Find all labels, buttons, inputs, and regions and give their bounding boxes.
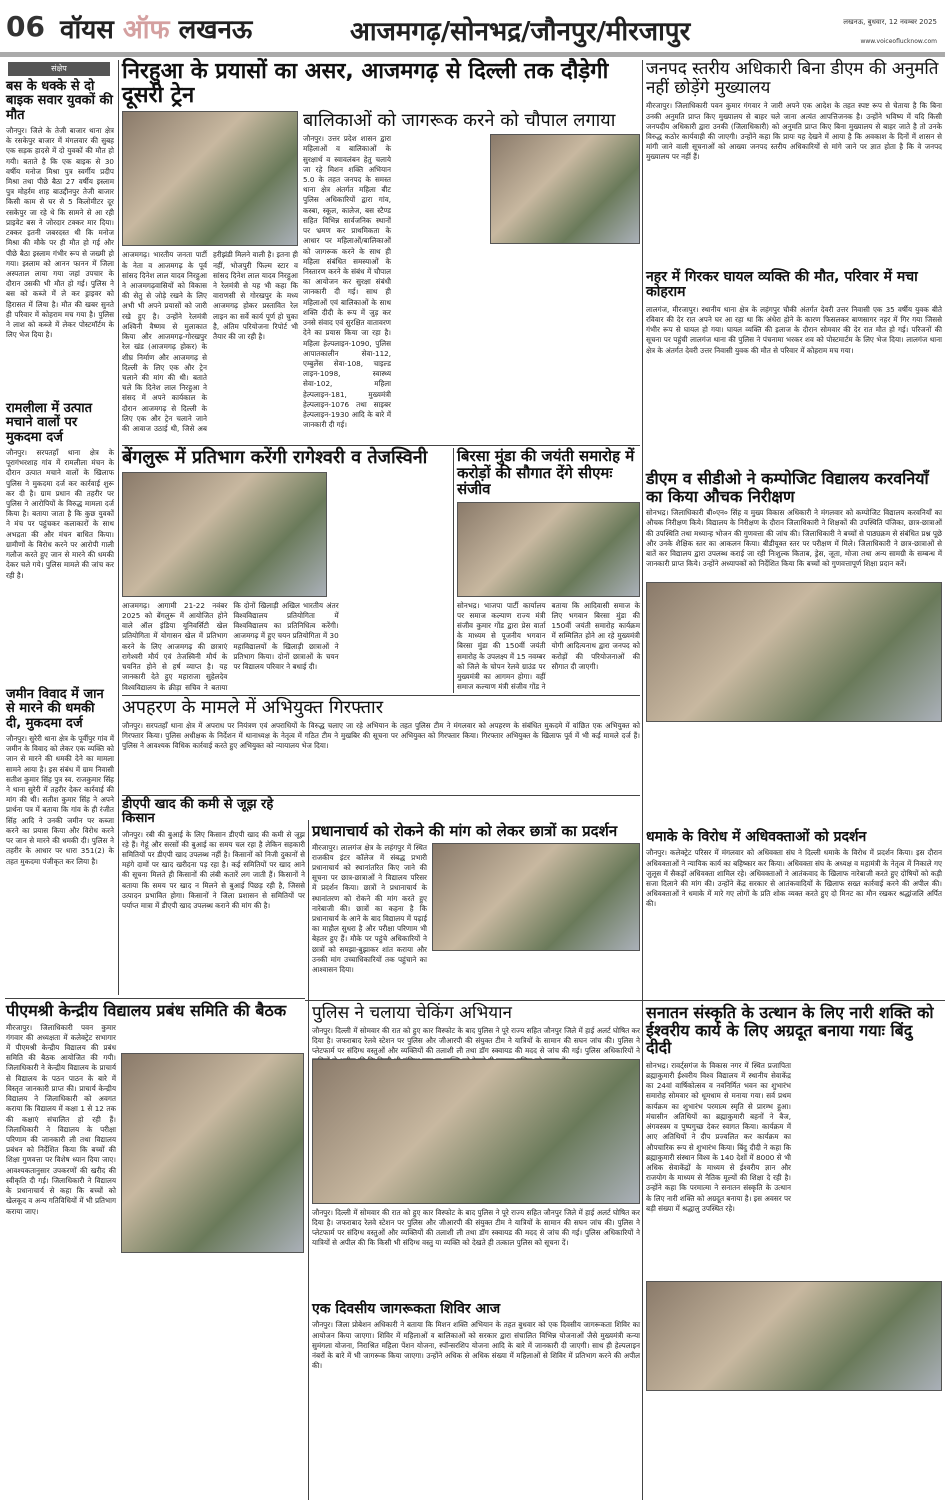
paper-name-part: लखनऊ xyxy=(178,15,253,45)
inspection-photo xyxy=(646,582,942,722)
headline: डीएम व सीडीओ ने कम्पोजिट विद्यालय करवनियाँ का किया औचक निरीक्षण xyxy=(646,469,929,506)
article-dm-inspection xyxy=(646,470,942,825)
headline: रामलीला में उत्पात मचाने वालों पर मुकदमा दर्ज xyxy=(6,401,93,445)
article-body: जौनपुर। उत्तर प्रदेश शासन द्वारा महिलाओं व बालिकाओं के सुरक्षार्थ व स्वावलंबन हेतु चलाये जा रहे मिशन शक्ति अभियान 5.0 के तहत जनपद के समस्त थाना क्षेत्र अंतर्गत महिला बीट पुलिस अधिकारियों द्वारा गांव, कस्बा, स्कूल, कालेज, बस स्टैण्ड सहित विभिन्न सार्वजनिक स्थानों पर भ्रमण कर प्राथमिकता के आधार पर महिलाओं/बालिकाओं को जागरूक करने के साथ ही महिला संबंधित समस्याओं के निस्तारण करने के संबंध में चौपाल का आयोजन कर सुरक्षा संबंधी जानकारी दी गई। साथ ही महिलाओं एवं बालिकाओं के साथ शक्ति दीदी के रूप में जुड़ कर उनसे संवाद एवं सुरक्षित वातावरण देने का प्रयास किया जा रहा है। महिला हेल्पलाइन-1090, पुलिस आपातकालीन सेवा-112, एम्बुलेंस सेवा-108, चाइल्ड लाइन-1098, स्वास्थ्य सेवा-102, महिला हेल्पलाइन-181, मुख्यमंत्री हेल्पलाइन-1076 तथा साइबर हेल्पलाइन-1930 आदि के बारे में जानकारी दी गई। xyxy=(303,134,391,430)
article-sanatan xyxy=(646,1004,942,1497)
article-body: आजमगढ़। भारतीय जनता पार्टी के नेता व आजमगढ़ के पूर्व सांसद दिनेश लाल यादव निरहुआ ने आजमगढ़वासियों को विकास की सेतु से जोड़े रखने के लिए अभी भी अपने प्रयासों को जारी रखे हुए है। उन्होंने रेलमंत्री अश्विनी वैष्णव से मुलाकात किया और आजमगढ़-गोरखपुर रेल खंड (आजमगढ़ होकर) के शीघ्र निर्माण और आजमगढ़ से दिल्ली के लिए एक और ट्रेन चलाने की मांग की थी। बताते चले कि दिनेश लाल निरहुआ ने संसद में अपने कार्यकाल के दौरान आजमगढ़ से दिल्ली के लिए एक और ट्रेन चलाने जाने की आवाज उठाई थी, जिसे अब हरीझंडी मिलने वाली है। इतना ही नहीं, भोजपुरी फिल्म स्टार व सांसद दिनेश लाल यादव निरहुआ ने रेलमंत्री से यह भी कहा कि वाराणसी से गोरखपुर के मध्य आजमगढ़ होकर प्रस्तावित रेल लाइन का सर्वे कार्य पूर्ण हो चुका है, अंतिम परियोजना रिपोर्ट भी तैयार की जा रही है। xyxy=(122,250,298,434)
headline: एक दिवसीय जागरूकता शिविर आज xyxy=(312,1301,501,1317)
headline: धमाके के विरोध में अधिवक्ताओं को प्रदर्शन xyxy=(646,829,867,845)
lead-headline: निरहुआ के प्रयासों का असर, आजमगढ़ से दिल्ली तक दौड़ेगी दूसरी ट्रेन xyxy=(122,59,609,109)
website: www.voiceoflucknow.com xyxy=(860,38,937,45)
article-pmshri xyxy=(6,1002,304,1497)
headline: सनातन संस्कृति के उत्थान के लिए नारी शक्ति को ईश्वरीय कार्य के लिए अग्रदूत बनाया गयाः बिंदु दीदी xyxy=(646,1003,934,1058)
article-bus-accident xyxy=(6,80,114,400)
article-nirahua xyxy=(122,111,298,443)
lead-story-block xyxy=(122,60,640,443)
article-body: सोनभद्र। रावर्ट्सगंज के विकास नगर में स्थित प्रजापिता ब्रह्माकुमारी ईश्वरीय विश्व विद्यालय में स्थानीय सेवाकेंद्र का 24वां वार्षिकोत्सव व नवनिर्मित भवन का शुभारंभ समारोह सोमवार को धूमधाम से मनाया गया। सर्व प्रथम कार्यक्रम का शुभारंभ परमात्म स्मृति से प्रारम्भ हुआ। मंचासीन अतिथियों का ब्रह्माकुमारी बहनों ने बैज, अंगवस्त्रम व पुष्पगुच्छ देकर स्वागत किया। कार्यक्रम में आए अतिथियों ने दीप प्रज्वलित कर कार्यक्रम का औपचारिक रूप से शुभारंभ किया। बिंदु दीदी ने कहा कि ब्रह्माकुमारी संस्थान विश्व के 140 देशों में 8000 से भी अधिक सेवाकेंद्रों के माध्यम से ईश्वरीय ज्ञान और राजयोग के माध्यम से नैतिक मूल्यों की शिक्षा दे रही है। उन्होंने कहा कि परमात्मा ने सनातन संस्कृति के उत्थान के लिए नारी शक्ति को अग्रदूत बनाया है। इस अवसर पर बड़ी संख्या में श्रद्धालु उपस्थित रहे। xyxy=(646,1060,791,1213)
article-body: लालगंज, मीरजापुर। स्थानीय थाना क्षेत्र के लहंगपुर चौकी अंतर्गत देवरी उत्तर निवासी एक 35 वर्षीय युवक बीते रविवार की देर रात अपने घर आ रहा था कि अंधेरा होने के कारण फिसलकर बाणसागर नहर में गिर गया जिससे गंभीर रूप से घायल हो गया। घायल व्यक्ति की इलाज के दौरान सोमवार की देर रात मौत हो गई। परिजनों की सूचना पर पहुंची लालगंज थाना की पुलिस ने पंचनामा भरकर शव को पोस्टमार्टम के लिए भेज दिया। लालगंज थाना क्षेत्र के अंतर्गत देवरी उत्तर निवासी युवक की मौत से परिवार में कोहराम मच गया। xyxy=(646,304,942,355)
headline: जनपद स्तरीय अधिकारी बिना डीएम की अनुमति नहीं छोड़ेंगे मुख्यालय xyxy=(646,59,939,98)
students-protest-photo xyxy=(432,843,640,951)
article-land-dispute xyxy=(6,688,114,993)
article-police-checking xyxy=(312,1004,640,1299)
headline: नहर में गिरकर घायल व्यक्ति की मौत, परिवार में मचा कोहराम xyxy=(646,269,918,301)
nirahua-photo xyxy=(122,111,298,246)
meeting-photo xyxy=(121,1053,304,1253)
article-awareness-camp xyxy=(312,1302,640,1497)
edition-title: आजमगढ़/सोनभद्र/जौनपुर/मीरजापुर xyxy=(350,17,691,47)
headline: पीएमश्री केन्द्रीय विद्यालय प्रबंध समिति की बैठक xyxy=(6,1001,287,1020)
article-body: जौनपुर। सरपतहाँ थाना क्षेत्र में अपराध पर नियंत्रण एवं अपराधियों के विरुद्ध चलाए जा रहे अभियान के तहत पुलिस टीम ने मंगलवार को अपहरण के संबंधित मुकदमे में वांछित एक अभियुक्त को गिरफ्तार किया। पुलिस अधीक्षक के निर्देशन में थानाध्यक्ष के नेतृत्व में गठित टीम ने मुखबिर की सूचना पर अभियुक्त को गिरफ्तार किया। गिरफ्तार अभियुक्त के खिलाफ पूर्व में भी कई मामले दर्ज हैं। पुलिस ने आवश्यक विधिक कार्रवाई करते हुए अभियुक्त को न्यायालय भेज दिया। xyxy=(122,720,640,751)
article-bengaluru xyxy=(122,448,450,693)
headline: बिरसा मुंडा की जयंती समारोह में करोड़ों की सौगात देंगे सीएमः संजीव xyxy=(457,447,635,498)
article-body-intro: जौनपुर। दिल्ली में सोमवार की रात को हुए कार विस्फोट के बाद पुलिस ने पूरे राज्य सहित जौनपुर जिले में हाई अलर्ट घोषित कर दिया है। जफराबाद रेलवे स्टेशन पर पुलिस और जीआरपी की संयुक्त टीम ने यात्रियों के सामान की सघन जांच की। पुलिस ने प्लेटफार्म पर संदिग्ध वस्तुओं और व्यक्तियों की तलाशी ली तथा डॉग स्क्वायड की मदद से जांच की गई। पुलिस अधिकारियों ने xyxy=(312,1025,640,1056)
article-dap xyxy=(122,798,305,996)
page-number: 06 xyxy=(6,10,45,43)
event-photo xyxy=(646,1281,942,1391)
headline: प्रधानाचार्य को रोकने की मांग को लेकर छात्रों का प्रदर्शन xyxy=(312,822,618,840)
article-body: मीरजापुर। लालगंज क्षेत्र के लहंगपुर में स्थित राजकीय इंटर कॉलेज में संबद्ध प्रभारी प्रधानाचार्य को स्थानांतरित किए जाने की सूचना पर छात्र-छात्राओं ने विद्यालय परिसर में प्रदर्शन किया। छात्रों ने प्रधानाचार्य के स्थानांतरण को रोकने की मांग करते हुए नारेबाजी की। छात्रों का कहना है कि प्रधानाचार्य के आने के बाद विद्यालय में पढ़ाई का माहौल सुधरा है और परीक्षा परिणाम भी बेहतर हुए हैं। मौके पर पहुंचे अधिकारियों ने छात्रों को समझा-बुझाकर शांत कराया और उनकी मांग उच्चाधिकारियों तक पहुंचाने का आश्वासन दिया। xyxy=(312,842,427,975)
article-advocates-protest xyxy=(646,830,942,998)
police-checking-photo xyxy=(312,1059,640,1204)
article-body: जौनपुर। जिले के तेजी बाजार थाना क्षेत्र के रसकेपुर बाजार में मंगलवार की सुबह एक सड़क हादसे में दो युवकों की मौत हो गयी। बताते है कि एक बाइक से 30 वर्षीय मनोज मिश्रा पुत्र स्वर्गीय प्रदीप मिश्रा तथा पीछे बैठा 27 वर्षीय इस्लाम पुत्र मोहर्रम शाह बाउद्दीनपुर तेजी बाजार किसी काम से घर से 5 किलोमीटर दूर रसकेपुर जा रहे थे कि सामने से आ रही प्राइवेट बस ने जोरदार टक्कर मार दिया। टक्कर इतनी जबरदस्त थी कि मनोज मिश्रा की मौके पर ही मौत हो गई और पीछे बैठा इस्लाम गंभीर रूप से जख्मी हो गया। इस्लाम को आनन फानन में जिला अस्पताल लाया गया जहां उपचार के दौरान उसकी भी मौत हो गई। पुलिस ने बस को कब्जे में ले कर ड्राइवर को हिरासत में लिया है। मौत की खबर सुनते ही परिवार में कोहराम मच गया है। पुलिस ने लाश को कब्जे में लेकर पोस्टमॉर्टम के लिए भेज दिया है। xyxy=(6,125,114,340)
article-kidnapping xyxy=(122,698,640,793)
article-body: जौनपुर। सरपतहाँ थाना क्षेत्र के पूरागंभरशाह गांव में रामलीला मंचन के दौरान उत्पात मचाने वालों के खिलाफ पुलिस ने मुकदमा दर्ज कर कार्रवाई शुरू कर दी है। ग्राम प्रधान की तहरीर पर पुलिस ने आरोपियों के विरुद्ध मामला दर्ज किया है। बताया जाता है कि कुछ युवकों ने मंच पर पहुंचकर कलाकारों के साथ अभद्रता की और मंचन बाधित किया। ग्रामीणों के विरोध करने पर आरोपी गाली गलौज करते हुए जान से मारने की धमकी देकर चले गये। पुलिस मामले की जांच कर रही है। xyxy=(6,447,114,580)
press-conference-photo xyxy=(457,502,640,597)
article-body: आजमगढ़। आगामी 21-22 नवंबर 2025 को बेंगलुरू में आयोजित होने वाले ऑल इंडिया यूनिवर्सिटी खेल प्रतियोगिता में योगासन खेल में प्रतिभाग करने के लिए आजमगढ़ की छात्राएं रागेश्वरी मौर्य एवं तेजस्विनी मौर्य के चयनित होने से हर्ष व्याप्त है। यह जानकारी देते हुए महाराजा सुहेलदेव विश्वविद्यालय के क्रीड़ा सचिव ने बताया कि दोनों खिलाड़ी अखिल भारतीय अंतर विश्वविद्यालय प्रतियोगिता में विश्वविद्यालय का प्रतिनिधित्व करेंगी। आजमगढ़ में हुए चयन प्रतियोगिता में 30 महाविद्यालयों के खिलाड़ी छात्राओं ने प्रतिभाग किया। दोनों छात्राओं के चयन पर विद्यालय परिवार ने बधाई दी। xyxy=(122,600,339,692)
article-body: जौनपुर। दिल्ली में सोमवार की रात को हुए कार विस्फोट के बाद पुलिस ने पूरे राज्य सहित जौनपुर जिले में हाई अलर्ट घोषित कर दिया है। जफराबाद रेलवे स्टेशन पर पुलिस और जीआरपी की संयुक्त टीम ने यात्रियों के सामान की सघन जांच की। पुलिस ने प्लेटफार्म पर संदिग्ध वस्तुओं और व्यक्तियों की तलाशी ली तथा डॉग स्क्वायड की मदद से जांच की गई। पुलिस अधिकारियों ने यात्रियों से अपील की कि किसी भी संदिग्ध वस्तु या व्यक्ति को देखते ही तत्काल पुलिस को सूचना दें। xyxy=(312,1207,640,1248)
headline: अपहरण के मामले में अभियुक्त गिरफ्तार xyxy=(122,697,384,718)
newspaper-name xyxy=(60,10,252,46)
article-principal-protest xyxy=(312,823,640,998)
article-nahar xyxy=(646,270,942,465)
athletes-photo xyxy=(122,472,327,597)
paper-name-part: ऑफ xyxy=(122,15,179,45)
article-body: जौनपुर। कलेक्ट्रेट परिसर में मंगलवार को अधिवक्ता संघ ने दिल्ली धमाके के विरोध में प्रदर्शन किया। इस दौरान अधिवक्ताओं ने न्यायिक कार्य का बहिष्कार कर किया। अधिवक्ता संघ के अध्यक्ष व महामंत्री के नेतृत्व में निकाले गए जुलूस में सैकड़ों अधिवक्ता शामिल रहे। अधिवक्ताओं ने आतंकवाद के खिलाफ नारेबाजी करते हुए दोषियों को कड़ी सजा दिलाने की मांग की। उन्होंने केंद्र सरकार से आतंकवादियों के खिलाफ सख्त कार्रवाई करने की अपील की। अधिवक्ताओं ने धमाके में मारे गए लोगों के प्रति शोक व्यक्त करते हुए दो मिनट का मौन रखकर श्रद्धांजलि अर्पित की। xyxy=(646,848,942,909)
article-body: जौनपुर। सुरेरी थाना क्षेत्र के पूर्वीपुर गांव में जमीन के विवाद को लेकर एक व्यक्ति को जान से मारने की धमकी देने का मामला सामने आया है। इस संबंध में ग्राम निवासी सतीश कुमार सिंह पुत्र स्व. राजकुमार सिंह ने थाना सुरेरी में तहरीर देकर कार्रवाई की मांग की थी। सतीश कुमार सिंह ने अपने प्रार्थना पत्र में बताया कि गांव के ही रंजीत सिंह आदि ने उनकी जमीन पर कब्जा करने का प्रयास किया और विरोध करने पर जान से मारने की धमकी दी। पुलिस ने तहरीर के आधार पर धारा 351(2) के तहत मुकदमा पंजीकृत कर लिया है। xyxy=(6,733,114,866)
article-body: जौनपुर। रबी की बुआई के लिए किसान डीएपी खाद की कमी से जूझ रहे हैं। गेहूं और सरसों की बुआई का समय चल रहा है लेकिन सहकारी समितियों पर डीएपी खाद उपलब्ध नहीं है। किसानों को निजी दुकानों से महंगे दामों पर खाद खरीदना पड़ रहा है। कई समितियों पर खाद आने की सूचना मिलते ही किसानों की लंबी कतारें लग जाती हैं। किसानों ने बताया कि समय पर खाद न मिलने से बुआई पिछड़ रही है, जिससे उत्पादन प्रभावित होगा। किसानों ने जिला प्रशासन से समितियों पर पर्याप्त मात्रा में डीएपी खाद उपलब्ध कराने की मांग की है। xyxy=(122,829,305,911)
article-body: सोनभद्र। भाजपा पार्टी कार्यालय पर समाज कल्याण राज्य मंत्री संजीव कुमार गोंड द्वारा प्रेस वार्ता के माध्यम से पूजनीय भगवान बिरसा मुंडा की 150वीं जयंती समारोह के उपलक्ष्य में 15 नवम्बर को जिले के चोपन रेलवे ग्राउंड पर मुख्यमंत्री का आगमन होगा। वहीं समाज कल्याण मंत्री संजीव गोंड ने बताया कि आदिवासी समाज के लिए भगवान बिरसा मुंडा की 150वीं जयंती समारोह कार्यक्रम में सम्मिलित होने आ रहे मुख्यमंत्री योगी आदित्यनाथ द्वारा जनपद को करोड़ों की परियोजनाओं की सौगात दी जाएगी। xyxy=(457,600,640,692)
headline: बेंगलुरू में प्रतिभाग करेंगी रागेश्वरी व तेजस्विनी xyxy=(122,447,428,468)
article-body: जौनपुर। जिला प्रोबेशन अधिकारी ने बताया कि मिशन शक्ति अभियान के तहत बुधवार को एक दिवसीय जागरूकता शिविर का आयोजन किया जाएगा। शिविर में महिलाओं व बालिकाओं को सरकार द्वारा संचालित विभिन्न योजनाओं जैसे मुख्यमंत्री कन्या सुमंगला योजना, निराश्रित महिला पेंशन योजना, स्पॉन्सरशिप योजना आदि के बारे में जानकारी दी जाएगी। साथ ही हेल्पलाइन नंबरों के बारे में भी जागरूक किया जाएगा। उन्होंने अधिक से अधिक संख्या में महिलाओं से शिविर में प्रतिभाग करने की अपील की। xyxy=(312,1320,640,1371)
headline: बालिकाओं को जागरूक करने को चौपाल लगाया xyxy=(303,110,616,132)
dateline: लखनऊ, बुधवार, 12 नवम्बर 2025 xyxy=(843,18,937,26)
article-janpad xyxy=(646,60,942,265)
article-body: मीरजापुर। जिलाधिकारी पवन कुमार गंगवार की अध्यक्षता में कलेक्ट्रेट सभागार में पीएमश्री केन्द्रीय विद्यालय की प्रबंध समिति की बैठक आयोजित की गयी। जिलाधिकारी ने केन्द्रीय विद्यालय के प्राचार्य से विद्यालय के पठन पाठन के बारे में विस्तृत जानकारी प्राप्त की। प्राचार्य केन्द्रीय विद्यालय ने जिलाधिकारी को अवगत कराया कि विद्यालय में कक्षा 1 से 12 तक की कक्षाएं संचालित हो रही हैं। जिलाधिकारी ने विद्यालय के परीक्षा परिणाम की जानकारी ली तथा विद्यालय प्रबंधन को निर्देशित किया कि बच्चों की शिक्षा गुणवत्ता पर विशेष ध्यान दिया जाए। आवश्यकतानुसार उपकरणों की खरीद की स्वीकृति दी गई। जिलाधिकारी ने विद्यालय के प्रधानाचार्य से कहा कि बच्चों को खेलकूद व अन्य गतिविधियों में भी प्रतिभाग कराया जाए। xyxy=(6,1022,116,1216)
header-rule xyxy=(0,52,945,57)
chaupal-photo xyxy=(490,134,640,244)
article-body: सोनभद्र। जिलाधिकारी बी०एन० सिंह व मुख्य विकास अधिकारी ने मंगलवार को कम्पोजिट विद्यालय करवनियाँ का औचक निरीक्षण किये। विद्यालय के निरीक्षण के दौरान जिलाधिकारी ने शिक्षकों की उपस्थिति पंजिका, छात्र-छात्राओं की उपस्थिति तथा मध्यान्ह भोजन की गुणवत्ता की जांच की। जिलाधिकारी ने बच्चों से पाठ्यक्रम से संबंधित प्रश्न पूछे और उनके शैक्षिक स्तर का आकलन किया। बीडीयूक्त स्तर पर परीक्षण में मिले। जिलाधिकारी ने छात्र-छात्राओं से बातें कर विद्यालय द्वारा उपलब्ध कराई जा रही निःशुल्क किताब, ड्रेस, जूता, मोजा तथा अन्य सामग्री के सम्बन्ध में जानकारी प्राप्त किये। उन्होंने अध्यापकों को निर्देशित किया कि बच्चों को गुणवत्तापूर्ण शिक्षा प्रदान करें। xyxy=(646,508,942,569)
headline: डीएपी खाद की कमी से जूझ रहे किसान xyxy=(122,797,274,827)
article-birsa xyxy=(457,448,640,693)
headline: पुलिस ने चलाया चेकिंग अभियान xyxy=(312,1003,512,1023)
article-body: मीरजापुर। जिलाधिकारी पवन कुमार गंगवार ने जारी अपने एक आदेश के तहत स्पष्ट रूप से चेताया है कि बिना उनकी अनुमति प्राप्त किए मुख्यालय से बाहर चले जाना अत्यंत आपत्तिजनक है। उन्होंने भविष्य में यदि किसी जनपदीय अधिकारी द्वारा उनकी (जिलाधिकारी) को अनुमति प्राप्त किए बिना मुख्यालय से बाहर जाते है तो उनके विरुद्ध कठोर कार्यवाही की जाएगी। उन्होंने कहा कि प्रायः यह देखने में आया है कि अवकाश के दिनों में शासन से मांगी जाने वाली सूचनाओं को आख्या जनपद स्तरीय अधिकारियों से मांगे जाने पर ज्ञात होता है कि वे जनपद मुख्यालय पर नहीं हैं। xyxy=(646,101,942,162)
article-ramlila xyxy=(6,402,114,682)
headline: जमीन विवाद में जान से मारने की धमकी दी, मुकदमा दर्ज xyxy=(6,687,104,731)
brief-label: संक्षेप xyxy=(8,62,110,76)
paper-name-part: वॉयस xyxy=(60,15,123,45)
headline: बस के धक्के से दो बाइक सवार युवकों की मौत xyxy=(6,79,113,123)
article-chaupal xyxy=(303,111,640,443)
